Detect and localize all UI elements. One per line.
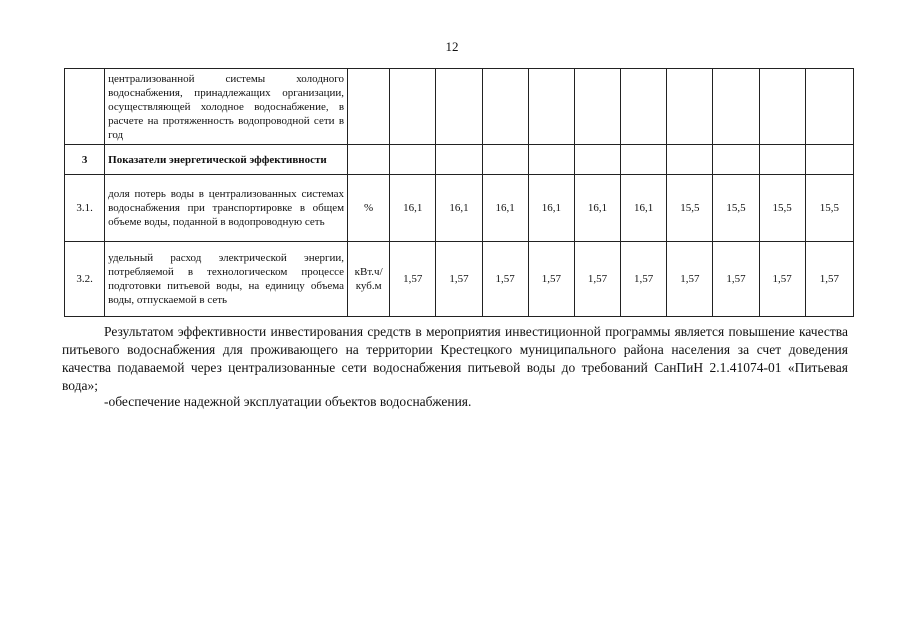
value-cell: 16,1 [621,175,667,242]
indicator-description: удельный расход электрической энергии, потребляемой в технологическом процессе подготовки питьевой воды, на единицу объема воды, отпускаемой в сеть [105,242,348,317]
value-cell [390,145,436,175]
value-cell: 16,1 [482,175,528,242]
table-row [65,69,854,145]
table-row [65,242,854,317]
value-cell [713,69,759,145]
section-heading: Показатели энергетической эффективности [105,145,348,175]
unit-cell: кВт.ч/ куб.м [348,242,390,317]
value-cell [574,69,620,145]
table-row [65,145,854,175]
indicators-table [64,68,854,317]
value-cell: 1,57 [805,242,853,317]
value-cell: 1,57 [390,242,436,317]
conclusion-paragraph: Результатом эффективности инвестирования средств в мероприятия инвестиционной программы является повышение качества питьевого водоснабжения для проживающего на территории Крестецкого муниципального района населения за счет доведения качества подаваемой через централизованные сети водоснабжения питьевой воды до требований СанПиН 2.1.41074-01 «Питьевая вода»; [62,324,848,393]
value-cell [482,145,528,175]
value-cell: 1,57 [482,242,528,317]
value-cell [528,145,574,175]
value-cell [621,69,667,145]
value-cell: 15,5 [805,175,853,242]
unit-cell [348,145,390,175]
value-cell [390,69,436,145]
page-number: 12 [445,39,459,54]
value-cell [759,145,805,175]
row-number [65,69,105,145]
value-cell: 1,57 [574,242,620,317]
row-number: 3.1. [65,175,105,242]
value-cell: 16,1 [528,175,574,242]
value-cell [667,145,713,175]
value-cell: 15,5 [667,175,713,242]
value-cell: 1,57 [759,242,805,317]
row-number: 3.2. [65,242,105,317]
value-cell [528,69,574,145]
indicator-description: доля потерь воды в централизованных системах водоснабжения при транспортировке в общем объеме воды, поданной в водопроводную сеть [105,175,348,242]
value-cell [436,69,482,145]
value-cell: 16,1 [436,175,482,242]
table-row [65,175,854,242]
value-cell: 1,57 [621,242,667,317]
value-cell: 16,1 [390,175,436,242]
value-cell: 16,1 [574,175,620,242]
value-cell [482,69,528,145]
value-cell: 15,5 [713,175,759,242]
value-cell [621,145,667,175]
value-cell [805,145,853,175]
unit-cell: % [348,175,390,242]
value-cell: 15,5 [759,175,805,242]
indicator-description: централизованной системы холодного водоснабжения, принадлежащих организации, осуществляющей холодное водоснабжение, в расчете на протяженность водопроводной сети в год [105,69,348,145]
value-cell: 1,57 [528,242,574,317]
value-cell [667,69,713,145]
value-cell: 1,57 [667,242,713,317]
value-cell: 1,57 [713,242,759,317]
value-cell [759,69,805,145]
row-number: 3 [65,145,105,175]
value-cell [574,145,620,175]
value-cell [713,145,759,175]
unit-cell [348,69,390,145]
value-cell: 1,57 [436,242,482,317]
value-cell [805,69,853,145]
value-cell [436,145,482,175]
conclusion-bullet: -обеспечение надежной эксплуатации объектов водоснабжения. [104,394,472,409]
